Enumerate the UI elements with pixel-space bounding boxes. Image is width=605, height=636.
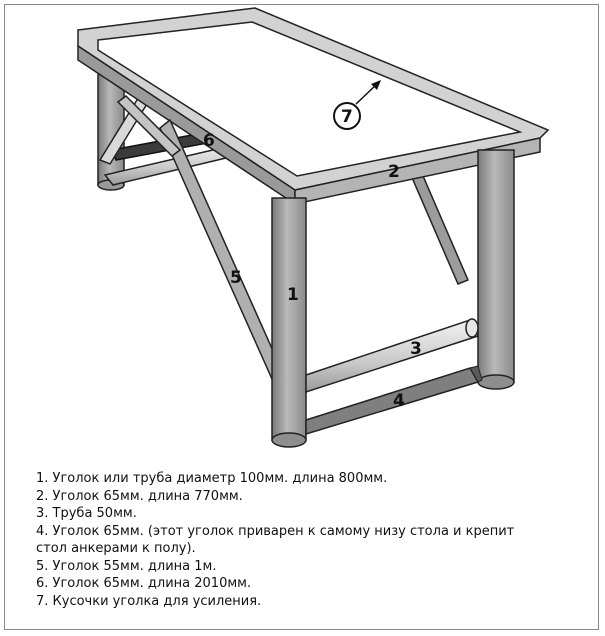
label-pipe: 3 [410,339,422,359]
legend-item: 7. Кусочки уголка для усиления. [36,593,262,609]
label-top-rail: 2 [388,162,400,182]
label-center-bar: 6 [203,131,215,151]
legend-item: 2. Уголок 65мм. длина 770мм. [36,488,243,504]
front-right-leg [478,150,514,389]
legend-item: 5. Уголок 55мм. длина 1м. [36,558,217,574]
legend-item: 6. Уголок 65мм. длина 2010мм. [36,576,252,591]
label-gusset: 7 [341,107,353,127]
legend-item: 1. Уголок или труба диаметр 100мм. длина 800мм. [36,471,388,486]
label-diagonal: 5 [230,268,242,288]
parts-legend [36,470,576,610]
label-leg: 1 [287,285,299,305]
legend-item: 3. Труба 50мм. [36,506,137,521]
legend-item: стол анкерами к полу). [36,541,196,556]
label-floor-angle: 4 [393,391,405,411]
front-left-leg [272,198,306,447]
legend-item: 4. Уголок 65мм. (этот уголок приварен к самому низу стола и крепит [36,523,515,539]
